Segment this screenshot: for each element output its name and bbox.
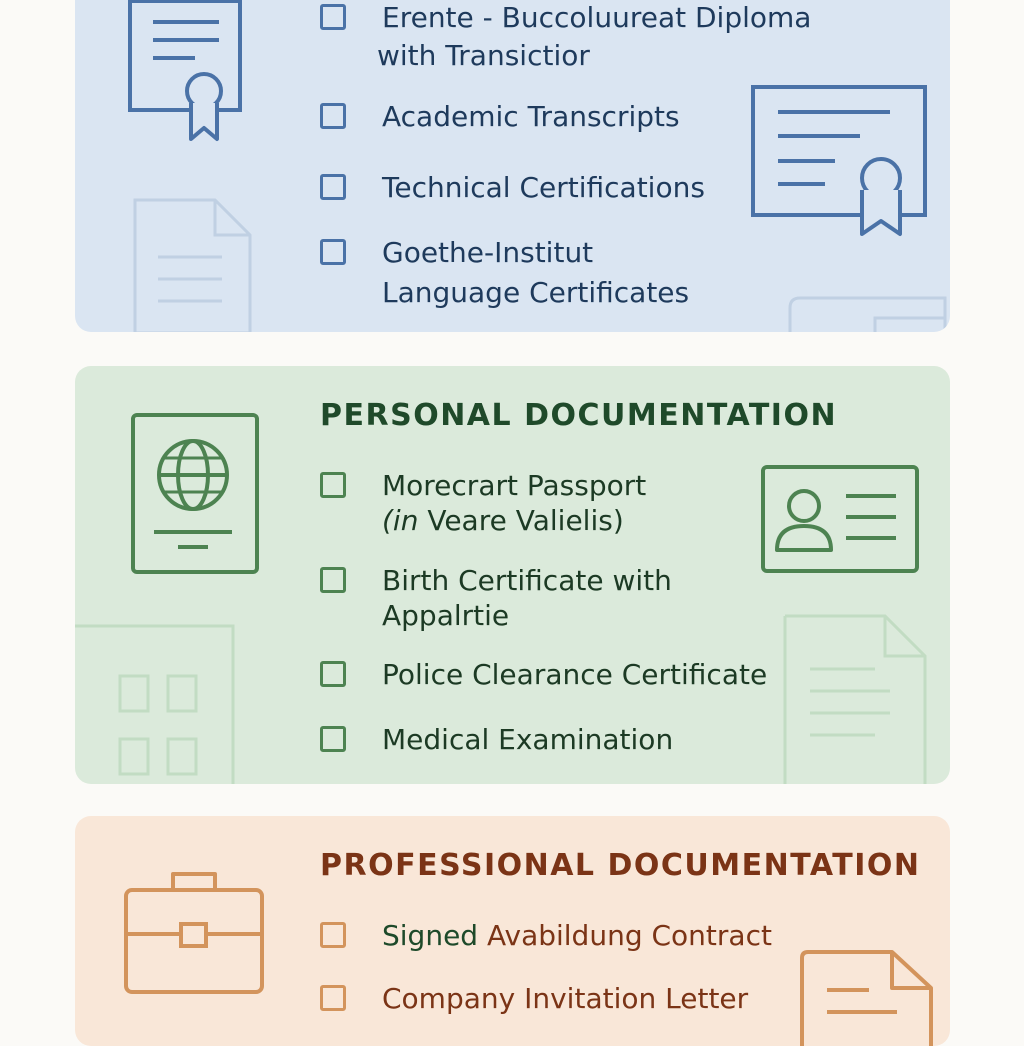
item-label: Academic Transcripts [382,100,680,133]
item-label: Medical Examination [382,723,674,756]
checkbox[interactable] [320,567,346,593]
diploma-icon [750,84,930,244]
briefcase-icon [123,868,268,998]
item-label: Goethe-Institut [382,236,594,269]
item-label-continued: Language Certificates [382,276,690,309]
item-label: Erente - Buccoluureat Diploma [382,1,812,34]
checkbox[interactable] [320,103,346,129]
checkbox[interactable] [320,661,346,687]
document-icon [130,195,260,332]
section-title: PERSONAL DOCUMENTATION [320,398,838,433]
item-label: Company Invitation Letter [382,982,749,1015]
professional-documentation-section [75,816,950,1046]
checkbox[interactable] [320,239,346,265]
checkbox[interactable] [320,985,346,1011]
section-title: PROFESSIONAL DOCUMENTATION [320,848,921,883]
document-icon [797,948,937,1046]
certificate-icon [125,0,255,148]
folder-icon [785,290,950,332]
item-label: Signed [382,919,479,952]
item-label-continued: with Transictior [377,39,590,72]
item-label-continued: Avabildung Contract [478,919,772,952]
checkbox[interactable] [320,922,346,948]
checkbox[interactable] [320,472,346,498]
item-label: Birth Certificate with [382,564,672,597]
item-label: Morecrart Passport [382,469,647,502]
education-section [75,0,950,332]
item-label: Technical Certifications [382,171,705,204]
building-icon [75,621,240,784]
checkbox[interactable] [320,174,346,200]
checkbox[interactable] [320,4,346,30]
id-card-icon [760,464,920,576]
item-label: Police Clearance Certificate [382,658,768,691]
checkbox[interactable] [320,726,346,752]
document-icon [780,611,930,784]
item-label-continued: Veare Valielis) [418,504,624,537]
passport-icon [130,412,260,577]
item-label-note: (in [382,504,419,537]
item-label-continued: Appalrtie [382,599,510,632]
personal-documentation-section [75,366,950,784]
